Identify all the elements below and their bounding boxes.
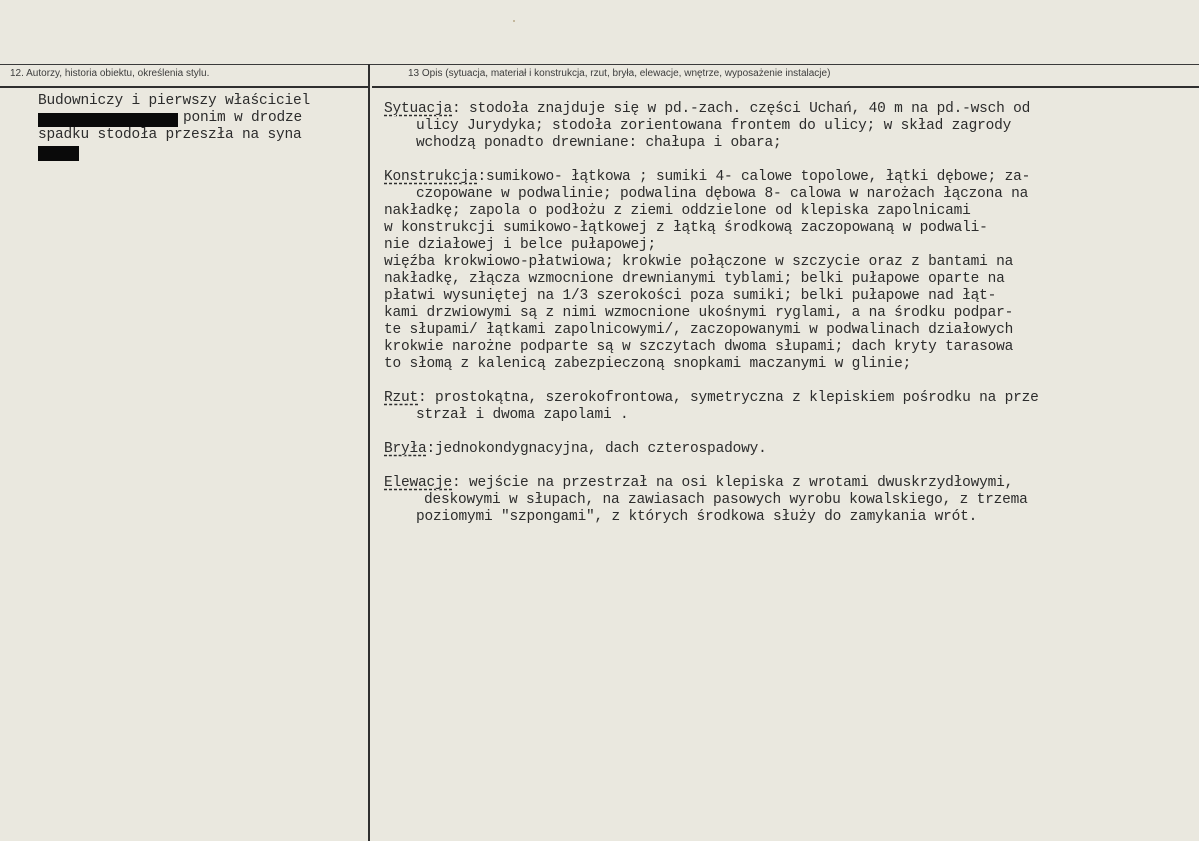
form-top-rule: [0, 64, 1199, 65]
section-konstrukcja-line-2: czopowane w podwalinie; podwalina dębowa 8- calowa w narożach łączona na: [416, 186, 1029, 202]
section-heading-sytuacja: Sytuacja: [384, 101, 453, 117]
redacted-block: [38, 146, 79, 161]
section-elewacje-line-2: deskowymi w słupach, na zawiasach pasowych wyrobu kowalskiego, z trzema: [424, 492, 1028, 508]
column-divider: [368, 64, 370, 841]
section-rzut-line-2: strzał i dwoma zapolami .: [416, 407, 629, 423]
section-sytuacja-line-1: Sytuacja: stodoła znajduje się w pd.-zach. części Uchań, 40 m na pd.-wsch od: [384, 101, 1031, 117]
left-line-1: Budowniczy i pierwszy właściciel: [38, 93, 311, 109]
section-konstrukcja-line-11: krokwie narożne podparte są w szczytach dwoma słupami; dach kryty tarasowa: [384, 339, 1014, 355]
section-sytuacja-line-2: ulicy Jurydyka; stodoła zorientowana frontem do ulicy; w skład zagrody: [416, 118, 1012, 134]
right-header-rule: [372, 86, 1199, 88]
redacted-block: [38, 113, 178, 127]
right-column-header: 13 Opis (sytuacja, materiał i konstrukcja, rzut, bryła, elewacje, wnętrze, wyposażenie instalacje): [408, 68, 831, 79]
section-konstrukcja-line-6: więźba krokwiowo-płatwiowa; krokwie połączone w szczycie oraz z bantami na: [384, 254, 1014, 270]
section-bryla-line-1: Bryła:jednokondygnacyjna, dach czterospadowy.: [384, 441, 767, 457]
section-heading-konstrukcja: Konstrukcja: [384, 169, 478, 185]
section-konstrukcja-line-8: płatwi wysuniętej na 1/3 szerokości poza sumiki; belki pułapowe nad łąt-: [384, 288, 997, 304]
section-konstrukcja-line-12: to słomą z kalenicą zabezpieczoną snopkami maczanymi w glinie;: [384, 356, 912, 372]
section-sytuacja-line-3: wchodzą ponadto drewniane: chałupa i obara;: [416, 135, 782, 151]
section-konstrukcja-line-5: nie działowej i belce pułapowej;: [384, 237, 657, 253]
section-heading-rzut: Rzut: [384, 390, 419, 406]
paper-speck: [513, 20, 515, 22]
section-konstrukcja-line-4: w konstrukcji sumikowo-łątkowej z łątką środkową zaczopowaną w podwali-: [384, 220, 988, 236]
section-konstrukcja-line-10: te słupami/ łątkami zapolnicowymi/, zaczopowanymi w podwalinach działowych: [384, 322, 1014, 338]
section-konstrukcja-line-9: kami drzwiowymi są z nimi wzmocnione ukośnymi ryglami, a na środku podpar-: [384, 305, 1014, 321]
section-heading-elewacje: Elewacje: [384, 475, 453, 491]
section-konstrukcja-line-1: Konstrukcja:sumikowo- łątkowa ; sumiki 4- calowe topolowe, łątki dębowe; za-: [384, 169, 1031, 185]
left-column-header: 12. Autorzy, historia obiektu, określenia stylu.: [10, 68, 210, 79]
left-header-rule: [0, 86, 369, 88]
section-heading-bryla: Bryła: [384, 441, 427, 457]
section-elewacje-line-3: poziomymi "szpongami", z których środkowa służy do zamykania wrót.: [416, 509, 978, 525]
section-elewacje-line-1: Elewacje: wejście na przestrzał na osi klepiska z wrotami dwuskrzydłowymi,: [384, 475, 1014, 491]
left-line-2: ponim w drodze: [183, 110, 303, 126]
section-rzut-line-1: Rzut: prostokątna, szerokofrontowa, symetryczna z klepiskiem pośrodku na prze: [384, 390, 1039, 406]
left-line-3: spadku stodoła przeszła na syna: [38, 127, 302, 143]
section-konstrukcja-line-3: nakładkę; zapola o podłożu z ziemi oddzielone od klepiska zapolnicami: [384, 203, 971, 219]
section-konstrukcja-line-7: nakładkę, złącza wzmocnione drewnianymi tyblami; belki pułapowe oparte na: [384, 271, 1005, 287]
